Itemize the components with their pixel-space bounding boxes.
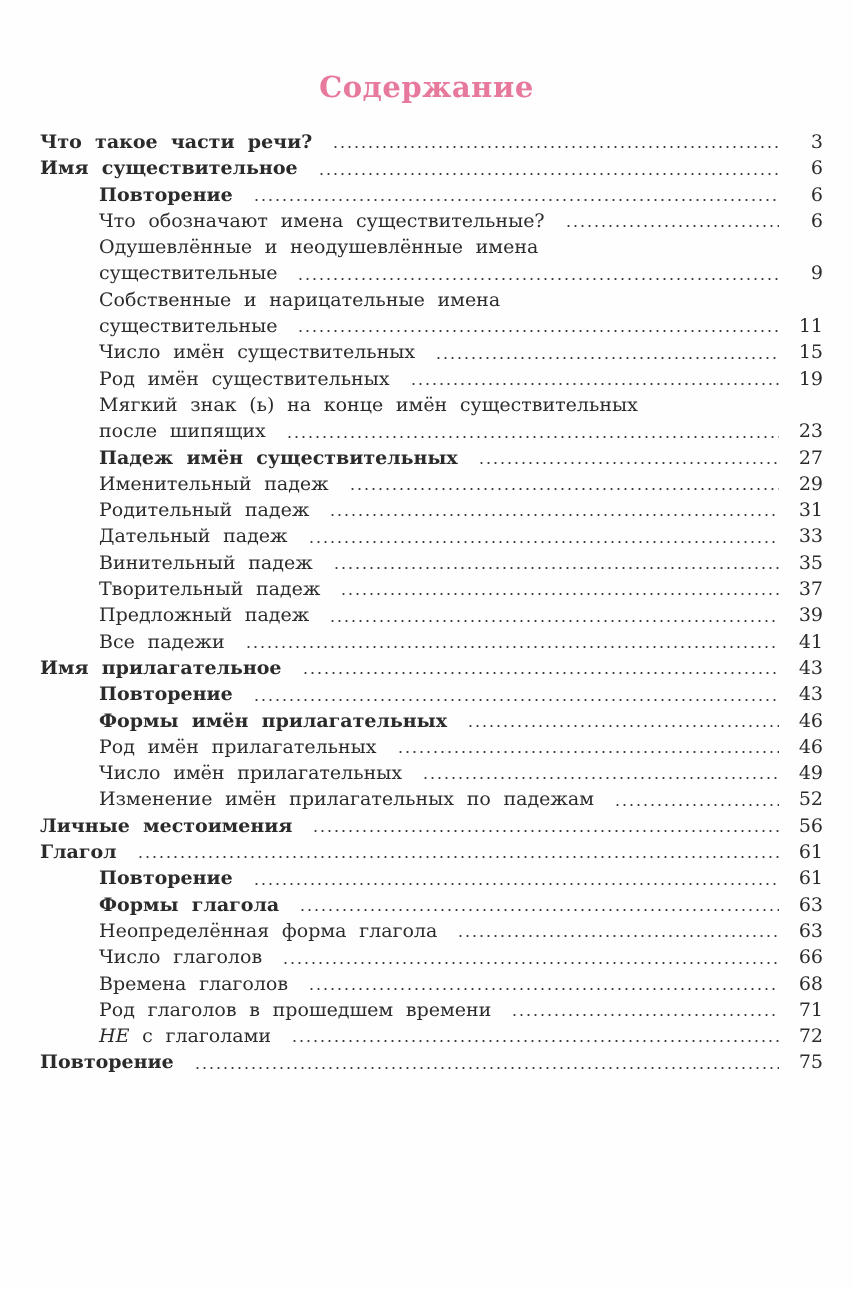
toc-entry-label: Личные местоимения	[40, 814, 293, 837]
toc-entry-label: Изменение имён прилагательных по падежам	[99, 788, 595, 811]
toc-page-number: 6	[810, 157, 823, 180]
toc-entry-label: Число имён существительных	[99, 341, 416, 364]
toc-entry[interactable]	[40, 839, 823, 865]
toc-entry-label: Неопределённая форма глагола	[99, 919, 438, 942]
toc-page-number: 52	[798, 788, 823, 811]
toc-entry[interactable]	[40, 813, 823, 839]
toc-entry-label: Род имён существительных	[99, 367, 390, 390]
toc-entry[interactable]	[40, 892, 823, 918]
page-title: Содержание	[319, 70, 534, 104]
dot-leader	[308, 988, 779, 990]
toc-page-number: 15	[798, 341, 823, 364]
toc-entry-label: Повторение	[99, 683, 233, 706]
toc-page-number: 61	[798, 867, 823, 890]
toc-entry-label: Имя существительное	[40, 157, 298, 180]
toc-entry[interactable]	[40, 655, 823, 681]
toc-entry-label: Повторение	[40, 1051, 174, 1074]
toc-entry-line	[40, 287, 823, 313]
toc-entry-label: Предложный падеж	[99, 604, 310, 627]
toc-entry-label: Род имён прилагательных	[99, 735, 377, 758]
dot-leader	[329, 514, 779, 516]
toc-entry[interactable]	[40, 734, 823, 760]
dot-leader	[349, 488, 779, 490]
toc-entry-label: Родительный падеж	[99, 499, 310, 522]
toc-entry-label: Одушевлённые и неодушевлённые имена	[99, 236, 539, 259]
toc-entry-line	[40, 392, 823, 418]
toc-page-number: 43	[798, 656, 823, 679]
toc-entry-line	[40, 234, 823, 260]
toc-entry[interactable]	[40, 865, 823, 891]
toc-entry-label: Творительный падеж	[99, 578, 321, 601]
toc-entry[interactable]	[40, 918, 823, 944]
toc-entry[interactable]	[40, 471, 823, 497]
toc-entry[interactable]	[40, 260, 823, 286]
dot-leader	[478, 462, 779, 464]
toc-page-number: 39	[798, 604, 823, 627]
toc-entry-label: Формы имён прилагательных	[99, 709, 448, 732]
dot-leader	[302, 672, 779, 674]
toc-page-number: 11	[798, 315, 823, 338]
dot-leader	[253, 699, 779, 701]
dot-leader	[291, 1040, 779, 1042]
toc-page-number: 35	[798, 551, 823, 574]
toc-page-number: 6	[810, 209, 823, 232]
toc-page-number: 27	[798, 446, 823, 469]
toc-entry-label: Времена глаголов	[99, 972, 289, 995]
dot-leader	[565, 225, 779, 227]
toc-page-number: 9	[810, 262, 823, 285]
toc-entry-label: после шипящих	[99, 420, 266, 443]
dot-leader	[308, 541, 780, 543]
toc-entry-label: Повторение	[99, 183, 233, 206]
toc-entry[interactable]	[40, 576, 823, 602]
dot-leader	[511, 1014, 779, 1016]
toc-page-number: 29	[798, 472, 823, 495]
toc-entry[interactable]	[40, 182, 823, 208]
toc-entry[interactable]	[40, 997, 823, 1023]
dot-leader	[253, 883, 779, 885]
toc-entry[interactable]	[40, 129, 823, 155]
table-of-contents	[40, 129, 823, 1076]
toc-page-number: 31	[798, 499, 823, 522]
toc-entry-label-text: с глаголами	[142, 1025, 272, 1048]
toc-entry-label-italic: НЕ	[99, 1025, 130, 1048]
toc-entry-label: Что обозначают имена существительные?	[99, 209, 545, 232]
toc-page-number: 56	[798, 814, 823, 837]
toc-entry[interactable]	[40, 786, 823, 812]
toc-page-number: 49	[798, 762, 823, 785]
toc-entry-label: Имя прилагательное	[40, 656, 282, 679]
toc-entry[interactable]	[40, 497, 823, 523]
toc-entry[interactable]	[40, 550, 823, 576]
toc-entry[interactable]	[40, 1023, 823, 1049]
toc-entry[interactable]	[40, 418, 823, 444]
dot-leader	[329, 620, 779, 622]
dot-leader	[312, 830, 779, 832]
toc-entry-label: Формы глагола	[99, 893, 280, 916]
toc-entry[interactable]	[40, 339, 823, 365]
toc-page-number: 72	[798, 1025, 823, 1048]
dot-leader	[137, 856, 779, 858]
toc-page-number: 6	[810, 183, 823, 206]
toc-entry-label: Дательный падеж	[99, 525, 288, 548]
dot-leader	[422, 777, 779, 779]
dot-leader	[614, 804, 779, 806]
toc-page-number: 61	[798, 841, 823, 864]
dot-leader	[410, 383, 779, 385]
dot-leader	[457, 935, 779, 937]
toc-entry-label: Число имён прилагательных	[99, 762, 403, 785]
toc-page-number: 63	[798, 919, 823, 942]
toc-entry[interactable]	[40, 944, 823, 970]
toc-entry[interactable]	[40, 971, 823, 997]
dot-leader	[333, 567, 779, 569]
dot-leader	[299, 909, 779, 911]
dot-leader	[397, 751, 780, 753]
toc-entry-label: существительные	[99, 315, 278, 338]
toc-entry[interactable]	[40, 629, 823, 655]
dot-leader	[245, 646, 779, 648]
dot-leader	[297, 330, 779, 332]
toc-page-number: 46	[798, 709, 823, 732]
toc-entry-label: Что такое части речи?	[40, 131, 313, 153]
toc-entry-label: Собственные и нарицательные имена	[99, 288, 501, 311]
toc-entry-label: Винительный падеж	[99, 551, 313, 574]
dot-leader	[194, 1067, 779, 1069]
toc-entry-label: Все падежи	[99, 630, 225, 653]
toc-entry[interactable]	[40, 523, 823, 549]
toc-entry-label: Именительный падеж	[99, 472, 329, 495]
toc-page-number: 63	[798, 893, 823, 916]
toc-page-number: 23	[798, 420, 823, 443]
toc-page-number: 71	[798, 998, 823, 1021]
toc-entry[interactable]	[40, 155, 823, 181]
toc-entry-label: Глагол	[40, 841, 117, 864]
toc-entry-label: Повторение	[99, 867, 233, 890]
toc-entry[interactable]	[40, 445, 823, 471]
toc-page-number: 43	[798, 683, 823, 706]
toc-page-number: 33	[798, 525, 823, 548]
dot-leader	[318, 173, 779, 175]
toc-entry[interactable]	[40, 708, 823, 734]
dot-leader	[253, 199, 779, 201]
toc-page-number: 3	[810, 131, 823, 153]
toc-entry[interactable]	[40, 313, 823, 339]
toc-entry[interactable]	[40, 602, 823, 628]
dot-leader	[340, 593, 779, 595]
toc-entry-label	[40, 1023, 271, 1049]
toc-entry[interactable]	[40, 760, 823, 786]
dot-leader	[286, 436, 779, 438]
dot-leader	[467, 725, 779, 727]
toc-entry-label: Мягкий знак (ь) на конце имён существительных	[99, 393, 638, 416]
toc-page-number: 46	[798, 735, 823, 758]
toc-entry[interactable]	[40, 366, 823, 392]
toc-page-number: 75	[798, 1051, 823, 1074]
toc-page-number: 66	[798, 946, 823, 969]
toc-entry[interactable]	[40, 208, 823, 234]
toc-page-number: 19	[798, 367, 823, 390]
dot-leader	[282, 962, 779, 964]
toc-entry-label: Род глаголов в прошедшем времени	[99, 998, 492, 1021]
toc-entry-label: Падеж имён существительных	[99, 446, 458, 469]
dot-leader	[435, 357, 779, 359]
toc-page-number: 41	[798, 630, 823, 653]
dot-leader	[297, 278, 779, 280]
toc-entry-label: существительные	[99, 262, 278, 285]
toc-page-number: 68	[798, 972, 823, 995]
toc-entry[interactable]	[40, 681, 823, 707]
toc-entry-label: Число глаголов	[99, 946, 263, 969]
toc-entry[interactable]	[40, 1049, 823, 1075]
toc-page-number: 37	[798, 578, 823, 601]
dot-leader	[332, 146, 779, 148]
